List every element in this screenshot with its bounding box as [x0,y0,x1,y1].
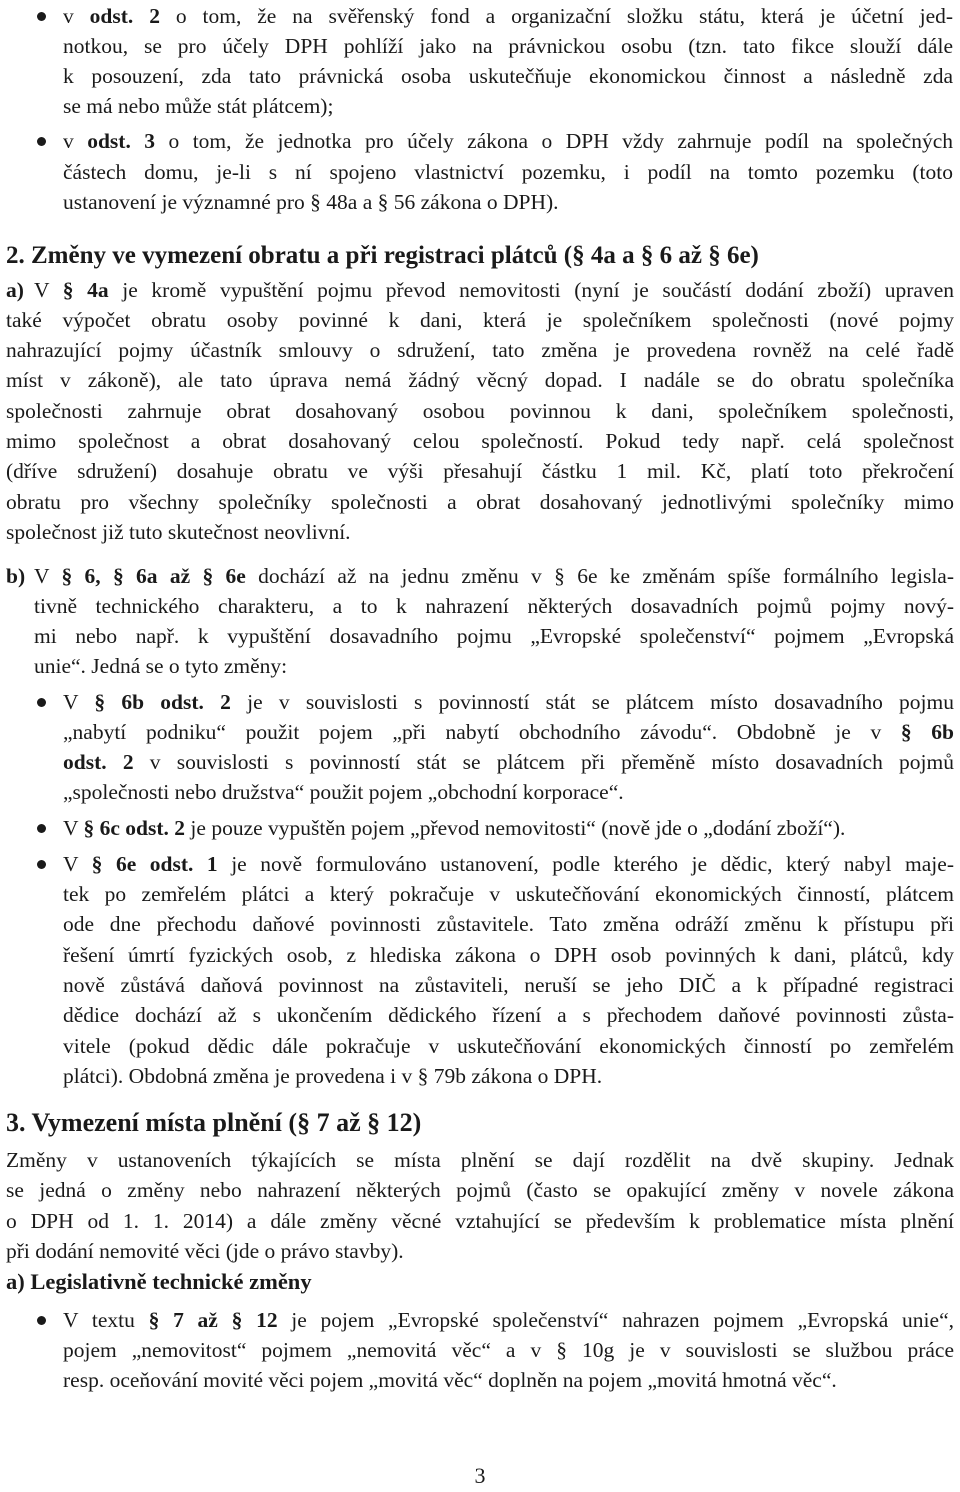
text-segment: tek po zemřelém plátci a který pokračuje v uskutečňování ekonomických činností, plátcem [63,882,954,906]
text-line [6,455,954,487]
text-line [63,776,624,808]
text-segment: společnosti zahrnuje obrat dosahovaný osobou povinnou k dani, společníkem společnosti, [6,399,954,423]
text-segment: při dodání nemovité věci (jde o právo stavby). [6,1239,404,1263]
text-line [63,186,559,218]
paragraph-marker: b) [6,564,26,588]
text-segment: ode dne přechodu daňové povinnosti zůstavitele. Tato změna odráží změnu k přístupu při [63,912,954,936]
subsection-heading: a) Legislativně technické změny [6,1269,312,1294]
text-line [34,650,287,682]
text-line [6,1235,404,1267]
text-segment: dědice dochází až s ukončením dědického řízení a s přechodem daňové povinnosti zůsta- [63,1003,954,1027]
text-segment: o tom, že na svěřenský fond a organizační složku státu, která je účetní jed- [159,4,954,28]
text-segment: k posouzení, zda tato právnická osoba uskutečňuje ekonomickou činnost a následně zda [63,64,953,88]
text-segment: ustanovení je významné pro § 48a a § 56 zákona o DPH). [63,190,559,214]
text-line [6,364,954,396]
bold-text: odst. 3 [87,129,156,153]
text-line [63,156,953,188]
text-line [6,425,954,457]
bold-text: § 6, § 6a až § 6e [61,564,246,588]
text-segment: unie“. Jedná se o tyto změny: [34,654,288,678]
text-segment: „nabytí podniku“ použit pojem „při nabytí obchodního závodu“. Obdobně je v [63,720,901,744]
text-segment: také výpočet obratu osoby povinné k dani, která je společníkem společnosti (nové pojmy [6,308,954,332]
section-heading: 3. Vymezení místa plnění (§ 7 až § 12) [6,1108,422,1137]
text-segment: mi nebo např. k vypuštění dosavadního pojmu „Evropské společenství“ pojmem „Evropská [34,624,954,648]
text-line [63,969,954,1001]
bold-text: odst. 2 [63,750,134,774]
text-segment: (dříve sdružení) dosahuje obratu ve výši přesahují částku 1 mil. Kč, platí toto překročení [6,459,954,483]
text-segment: mimo společnost a obrat dosahovaný celou společností. Pokud tedy např. celá společnost [6,429,954,453]
text-line [63,1364,837,1396]
text-line [63,939,954,971]
text-line [63,716,954,748]
text-segment: je v souvislosti s povinností stát se plátcem místo dosavadního pojmu [230,690,955,714]
paragraph-marker: a) [6,278,24,302]
text-segment: V [34,564,62,588]
text-segment: resp. oceňování movité věci pojem „movitá věc“ doplněn na pojem „movitá hmotná věc“. [63,1368,837,1392]
text-segment: tivně technického charakteru, a to k nahrazení některých dosavadních pojmů pojmy nový- [34,594,954,618]
text-segment: obratu pro všechny společníky společnosti a obrat dosahovaný jednotlivými společníky mimo [6,490,954,514]
page-number: 3 [474,1463,486,1488]
section-heading: 2. Změny ve vymezení obratu a při registraci plátců (§ 4a a § 6 až § 6e) [6,242,759,269]
text-line [63,125,953,157]
text-line [63,878,954,910]
text-segment: V [63,852,92,876]
text-segment: je pojem „Evropské společenství“ nahrazen pojmem „Evropská unie“, [277,1308,954,1332]
text-line [34,590,954,622]
text-line [63,0,953,32]
text-line [63,90,333,122]
text-segment: nově zůstává daňová povinnost na zůstaviteli, neruší se jeho DIČ a k případné registraci [63,973,954,997]
text-line [34,274,954,306]
text-line [63,686,954,718]
text-line [34,560,954,592]
text-line [63,999,954,1031]
text-segment: pojem „nemovitost“ pojmem „nemovitá věc“ a v § 10g je v souvislosti se službou práce [63,1338,954,1362]
text-line [6,486,954,518]
text-line [34,620,954,652]
text-line [63,30,953,62]
text-segment: je pouze vypuštěn pojem „převod nemovitosti“ (nově jde o „dodání zboží“). [185,816,846,840]
text-segment: V [34,278,63,302]
bold-text: odst. 2 [89,4,160,28]
bullet-icon [37,824,46,833]
text-segment: se jedná o změny nebo nahrazení některých pojmů (často se opakující změny v novele zákona [6,1178,954,1202]
bullet-icon [37,1316,46,1325]
text-line [6,334,954,366]
text-line [6,395,954,427]
text-segment: míst v zákoně), ale tato úprava nemá žádný věcný dopad. I nadále se do obratu společníka [6,368,954,392]
text-line [6,516,351,548]
bullet-icon [37,12,46,21]
text-segment: v [63,129,88,153]
text-line [63,1304,954,1336]
text-segment: V [63,690,95,714]
text-line [63,812,845,844]
text-segment: společnost již tuto skutečnost neovlivní. [6,520,351,544]
text-line [6,1174,954,1206]
text-segment: v [63,4,90,28]
text-segment: V [63,816,84,840]
text-line [63,1334,954,1366]
bold-text: § 6b [900,720,954,744]
bullet-icon [37,137,46,146]
text-line [6,1205,954,1237]
text-line [63,1060,602,1092]
bold-text: § 7 až § 12 [148,1308,278,1332]
text-line [6,1144,954,1176]
text-segment: se má nebo může stát plátcem); [63,94,334,118]
text-line [63,848,954,880]
bullet-icon [37,860,46,869]
bold-text: § 6c odst. 2 [83,816,186,840]
text-segment: řešení úmrtí fyzických osob, z hlediska zákona o DPH osob povinných k dani, plátců, kdy [63,943,954,967]
text-segment: „společnosti nebo družstva“ použit pojem „obchodní korporace“. [63,780,624,804]
text-segment: částech domu, je-li s ní spojeno vlastnictví pozemku, i podíl na tomto pozemku (toto [63,160,953,184]
text-segment: je nově formulováno ustanovení, podle kterého je dědic, který nabyl maje- [217,852,954,876]
text-segment: o DPH od 1. 1. 2014) a dále změny věcné vztahující se především k problematice místa plnění [6,1209,954,1233]
text-segment: dochází až na jednu změnu v § 6e ke změnám spíše formálního legisla- [245,564,955,588]
text-line [63,60,953,92]
text-segment: o tom, že jednotka pro účely zákona o DPH vždy zahrnuje podíl na společných [155,129,954,153]
text-segment: notkou, se pro účely DPH pohlíží jako na právnickou osobu (tzn. tato fikce slouží dále [63,34,953,58]
text-segment: V textu [63,1308,149,1332]
bullet-icon [37,698,46,707]
text-line [63,746,954,778]
text-segment: je kromě vypuštění pojmu převod nemovitosti (nyní je součástí dodání zboží) upraven [108,278,954,302]
bold-text: § 6b odst. 2 [94,690,231,714]
text-segment: vitele (pokud dědic dále pokračuje v uskutečňování ekonomických činností po zemřelém [63,1034,954,1058]
text-segment: nahrazující pojmy účastník smlouvy o sdružení, tato změna je provedena rovněž na celé řadě [6,338,954,362]
text-line [6,304,954,336]
text-segment: plátci). Obdobná změna je provedena i v § 79b zákona o DPH. [63,1064,603,1088]
bold-text: § 4a [62,278,109,302]
bold-text: § 6e odst. 1 [91,852,218,876]
text-segment: v souvislosti s povinností stát se plátcem při přeměně místo dosavadních pojmů [133,750,954,774]
text-segment: Změny v ustanoveních týkajících se místa plnění se dají rozdělit na dvě skupiny. Jednak [6,1148,954,1172]
text-line [63,1030,954,1062]
text-line [63,908,954,940]
